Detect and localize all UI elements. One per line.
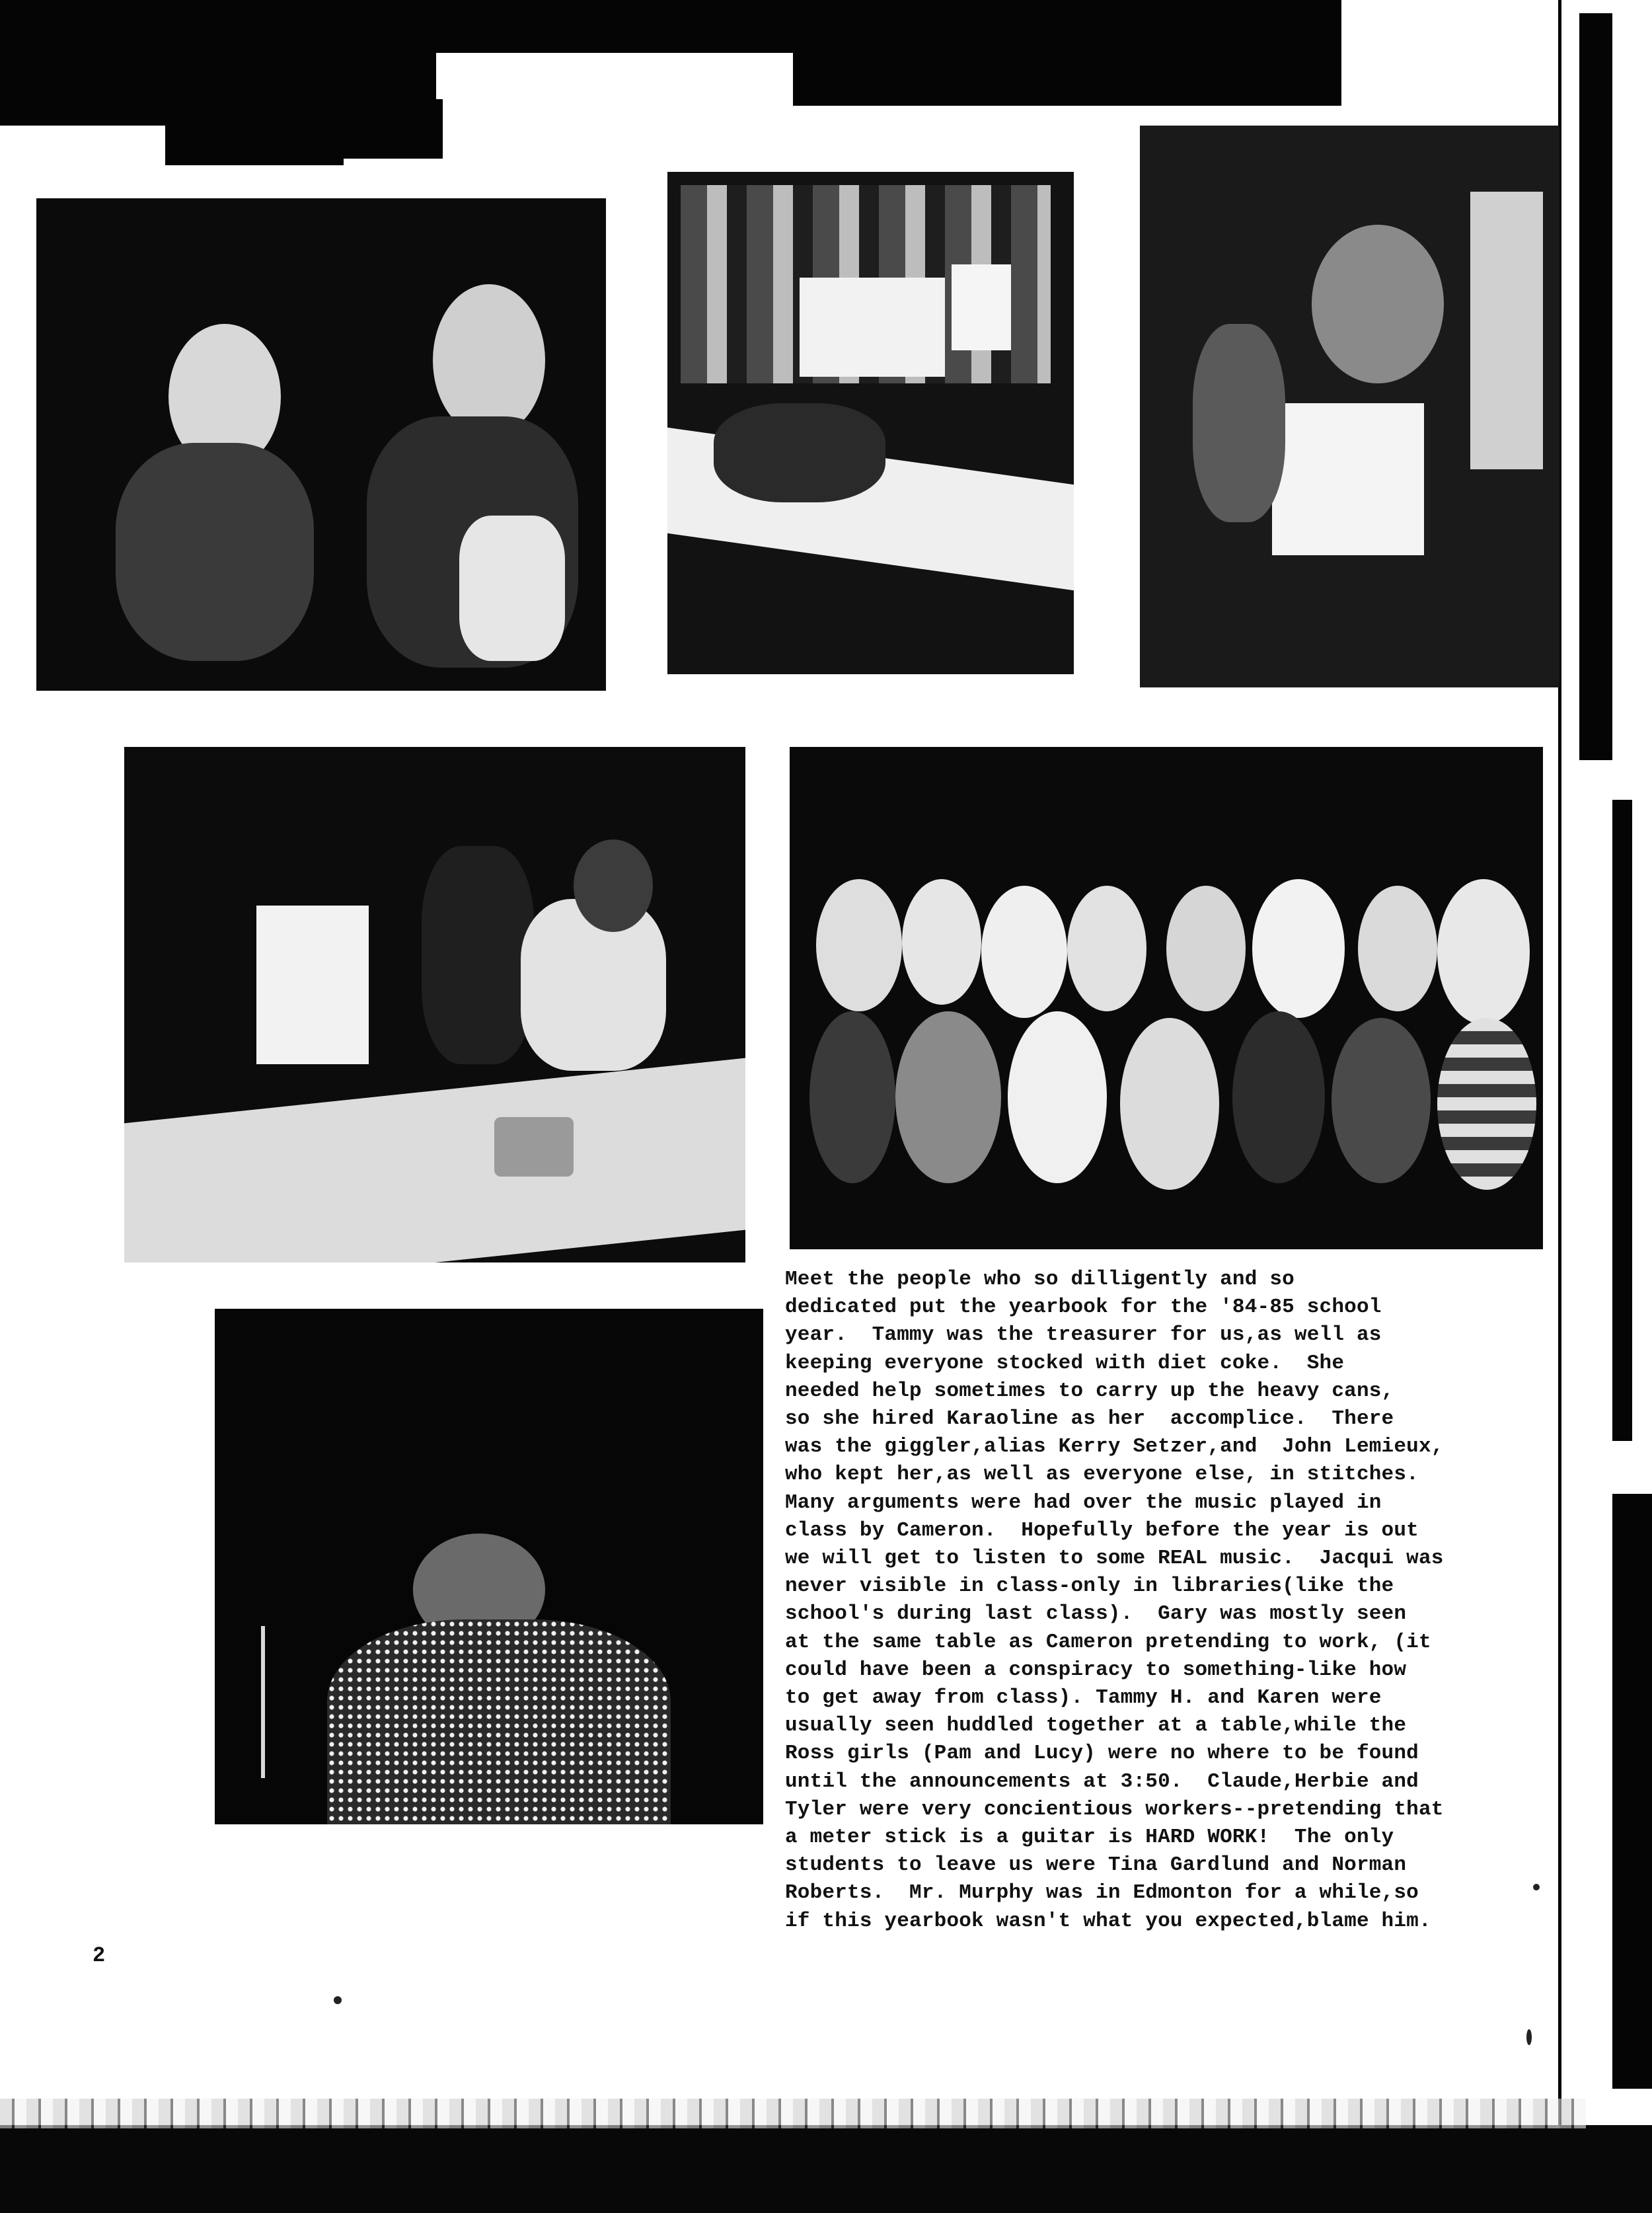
top-banner-step (793, 53, 1341, 106)
student-figure (816, 879, 902, 1011)
caption-line: class by Cameron. Hopefully before the year is out (785, 1518, 1419, 1542)
caption-line: so she hired Karaoline as her accomplice. There (785, 1407, 1394, 1431)
shirt-highlight (1272, 403, 1424, 555)
caption-line: keeping everyone stocked with diet coke. She (785, 1351, 1345, 1375)
binding-strip (1612, 1494, 1652, 2089)
student-figure (433, 284, 545, 436)
photo-student-portrait (1140, 126, 1559, 687)
caption-line: Meet the people who so dilligently and so (785, 1268, 1295, 1291)
counter (124, 1058, 745, 1262)
student-figure (1437, 879, 1530, 1025)
top-banner-step (330, 99, 443, 159)
bottom-band-noise (0, 2099, 1586, 2128)
caption-line: if this yearbook wasn't what you expected,blame him. (785, 1909, 1431, 1933)
window-light (256, 906, 369, 1064)
student-figure (1252, 879, 1345, 1018)
caption-line: was the giggler,alias Kerry Setzer,and John Lemieux, (785, 1435, 1444, 1459)
student-figure (1166, 886, 1246, 1011)
caption-line: Tyler were very concientious workers--pretending that (785, 1797, 1444, 1821)
page-number: 2 (93, 1943, 106, 1968)
student-figure (459, 516, 565, 661)
photo-classroom (667, 172, 1074, 674)
photo-two-students (36, 198, 606, 691)
caption-line: until the announcements at 3:50. Claude,Herbie and (785, 1769, 1419, 1793)
student-figure (1358, 886, 1437, 1011)
student-figure (1312, 225, 1444, 383)
binding-strip (1579, 13, 1612, 760)
caption-line: needed help sometimes to carry up the heavy cans, (785, 1379, 1394, 1403)
poster (800, 278, 945, 377)
pot (494, 1117, 574, 1177)
student-figure (981, 886, 1067, 1018)
student-figure (1067, 886, 1146, 1011)
caption-line: never visible in class-only in libraries(like the (785, 1574, 1394, 1598)
arm (1193, 324, 1285, 522)
caption-line: usually seen huddled together at a table,while the (785, 1714, 1407, 1738)
binding-strip (1612, 800, 1632, 1441)
patterned-sweater (327, 1619, 671, 1824)
student-figure (422, 846, 534, 1064)
top-banner-step (165, 126, 344, 165)
student-figure (902, 879, 981, 1005)
caption-line: to get away from class). Tammy H. and Karen were (785, 1686, 1382, 1710)
photo-cooking (124, 747, 745, 1262)
student-figure (809, 1011, 895, 1183)
student-figure (895, 1011, 1001, 1183)
caption-line: year. Tammy was the treasurer for us,as well as (785, 1323, 1382, 1347)
photo-student-sweater (215, 1309, 763, 1824)
student-figure (1332, 1018, 1431, 1183)
caption-line: students to leave us were Tina Gardlund and Norman (785, 1853, 1407, 1877)
caption-line: dedicated put the yearbook for the '84-85 school (785, 1296, 1382, 1319)
student-figure (116, 443, 314, 661)
caption-line: could have been a conspiracy to something-like how (785, 1658, 1407, 1682)
caption-line: Ross girls (Pam and Lucy) were no where to be found (785, 1742, 1419, 1766)
caption-line: a meter stick is a guitar is HARD WORK! The only (785, 1826, 1394, 1849)
student-figure (1008, 1011, 1107, 1183)
student-figure (714, 403, 885, 502)
top-banner (0, 0, 1341, 53)
caption-line: school's during last class). Gary was mostly seen (785, 1602, 1407, 1626)
caption-line: Roberts. Mr. Murphy was in Edmonton for a while,so (785, 1881, 1419, 1905)
caption-line: we will get to listen to some REAL music. Jacqui was (785, 1547, 1444, 1571)
student-figure (1232, 1011, 1325, 1183)
speck (1526, 2029, 1532, 2045)
student-figure (1437, 1018, 1536, 1190)
student-figure (574, 839, 653, 932)
cord (261, 1626, 265, 1778)
background-light (1470, 192, 1543, 469)
student-figure (1120, 1018, 1219, 1190)
caption-line: Many arguments were had over the music played in (785, 1491, 1382, 1514)
bottom-band (0, 2125, 1652, 2213)
poster (952, 264, 1011, 350)
speck (334, 1996, 342, 2004)
caption-line: at the same table as Cameron pretending to work, (it (785, 1630, 1431, 1654)
speck (1533, 1884, 1540, 1890)
photo-group (790, 747, 1543, 1249)
caption-line: who kept her,as well as everyone else, in stitches. (785, 1463, 1419, 1487)
yearbook-caption (785, 1266, 1535, 1935)
